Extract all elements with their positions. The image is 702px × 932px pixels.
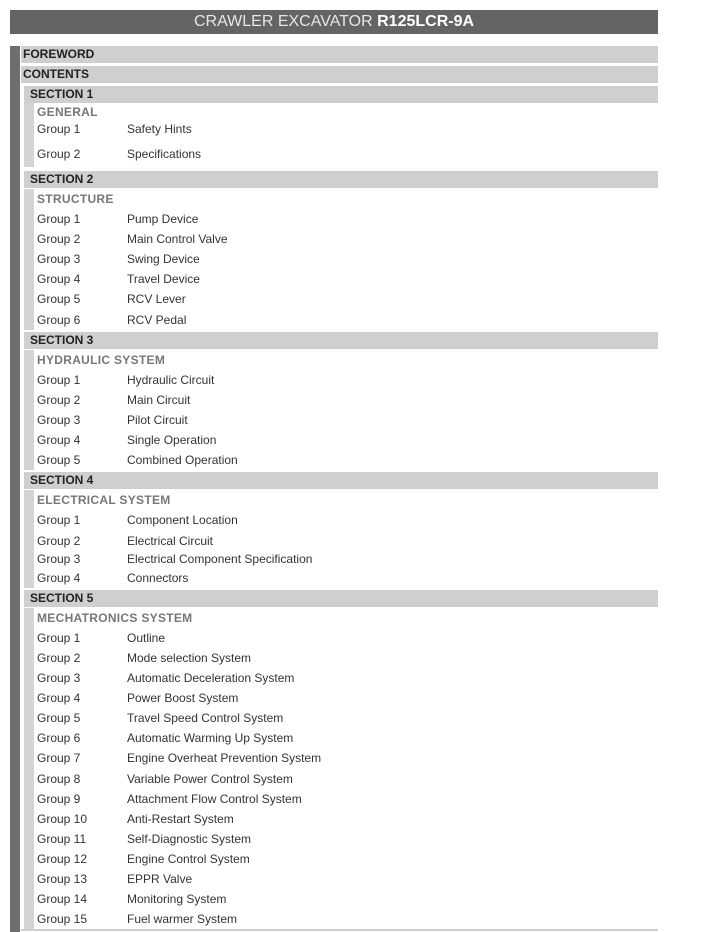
group-title-link[interactable]: Component Location <box>127 513 238 527</box>
group-number[interactable]: Group 3 <box>37 552 81 566</box>
title-prefix: CRAWLER EXCAVATOR <box>193 13 378 30</box>
group-number[interactable]: Group 2 <box>37 147 81 161</box>
group-title-link[interactable]: Automatic Warming Up System <box>127 731 294 745</box>
title-model: R125LCR-9A <box>377 13 475 30</box>
group-title-link[interactable]: EPPR Valve <box>127 872 193 886</box>
group-title-link[interactable]: Monitoring System <box>127 892 227 906</box>
section-header[interactable]: SECTION 3 <box>24 332 658 349</box>
group-number[interactable]: Group 8 <box>37 772 81 786</box>
group-title-link[interactable]: Main Control Valve <box>127 232 228 246</box>
group-title-link[interactable]: Combined Operation <box>127 453 238 467</box>
group-title-link[interactable]: RCV Lever <box>127 292 186 306</box>
group-title-link[interactable]: Engine Control System <box>127 852 250 866</box>
group-number[interactable]: Group 4 <box>37 433 81 447</box>
group-number[interactable]: Group 15 <box>37 912 88 926</box>
group-title-link[interactable]: Specifications <box>127 147 202 161</box>
group-title-link[interactable]: Travel Device <box>127 272 200 286</box>
section-subtitle: HYDRAULIC SYSTEM <box>37 353 166 367</box>
group-title-link[interactable]: Electrical Circuit <box>127 534 214 548</box>
group-number[interactable]: Group 2 <box>37 393 81 407</box>
group-number[interactable]: Group 1 <box>37 122 81 136</box>
group-number[interactable]: Group 2 <box>37 232 81 246</box>
foreword-link[interactable]: FOREWORD <box>21 46 658 63</box>
group-number[interactable]: Group 1 <box>37 373 81 387</box>
group-number[interactable]: Group 1 <box>37 631 81 645</box>
group-title-link[interactable]: Electrical Component Specification <box>127 552 313 566</box>
group-number[interactable]: Group 5 <box>37 453 81 467</box>
group-number[interactable]: Group 10 <box>37 812 88 826</box>
group-number[interactable]: Group 4 <box>37 691 81 705</box>
group-title-link[interactable]: Attachment Flow Control System <box>127 792 302 806</box>
group-title-link[interactable]: Automatic Deceleration System <box>127 671 295 685</box>
section-header[interactable]: SECTION 1 <box>24 86 658 103</box>
group-number[interactable]: Group 6 <box>37 313 81 327</box>
bottom-divider <box>21 929 658 931</box>
group-number[interactable]: Group 4 <box>37 571 81 585</box>
group-title-link[interactable]: Main Circuit <box>127 393 191 407</box>
group-title-link[interactable]: Power Boost System <box>127 691 239 705</box>
group-number[interactable]: Group 12 <box>37 852 88 866</box>
group-title-link[interactable]: Swing Device <box>127 252 200 266</box>
group-title-link[interactable]: RCV Pedal <box>127 313 187 327</box>
group-title-link[interactable]: Outline <box>127 631 166 645</box>
section-subtitle: GENERAL <box>37 105 98 119</box>
group-title-link[interactable]: Self-Diagnostic System <box>127 832 252 846</box>
group-title-link[interactable]: Hydraulic Circuit <box>127 373 215 387</box>
group-number[interactable]: Group 4 <box>37 272 81 286</box>
group-title-link[interactable]: Single Operation <box>127 433 217 447</box>
section-side-bar <box>24 103 34 167</box>
group-number[interactable]: Group 6 <box>37 731 81 745</box>
group-number[interactable]: Group 2 <box>37 534 81 548</box>
group-number[interactable]: Group 13 <box>37 872 88 886</box>
group-title-link[interactable]: Fuel warmer System <box>127 912 238 926</box>
left-side-bar <box>10 46 20 932</box>
group-title-link[interactable]: Travel Speed Control System <box>127 711 284 725</box>
group-number[interactable]: Group 9 <box>37 792 81 806</box>
group-number[interactable]: Group 14 <box>37 892 88 906</box>
group-title-link[interactable]: Anti-Restart System <box>127 812 234 826</box>
group-title-link[interactable]: Safety Hints <box>127 122 192 136</box>
group-title-link[interactable]: Connectors <box>127 571 189 585</box>
section-side-bar <box>24 350 34 470</box>
group-number[interactable]: Group 2 <box>37 651 81 665</box>
section-side-bar <box>24 189 34 330</box>
section-subtitle: STRUCTURE <box>37 192 114 206</box>
group-number[interactable]: Group 11 <box>37 832 87 846</box>
group-number[interactable]: Group 3 <box>37 252 81 266</box>
section-header[interactable]: SECTION 4 <box>24 472 658 489</box>
contents-link[interactable]: CONTENTS <box>21 66 658 83</box>
group-title-link[interactable]: Engine Overheat Prevention System <box>127 751 322 765</box>
document-title <box>10 10 658 34</box>
group-number[interactable]: Group 3 <box>37 413 81 427</box>
section-header[interactable]: SECTION 5 <box>24 590 658 607</box>
group-title-link[interactable]: Variable Power Control System <box>127 772 293 786</box>
group-number[interactable]: Group 1 <box>37 513 81 527</box>
group-title-link[interactable]: Pilot Circuit <box>127 413 188 427</box>
group-number[interactable]: Group 5 <box>37 292 81 306</box>
group-number[interactable]: Group 1 <box>37 212 81 226</box>
section-side-bar <box>24 608 34 929</box>
section-side-bar <box>24 490 34 588</box>
section-subtitle: ELECTRICAL SYSTEM <box>37 493 171 507</box>
group-number[interactable]: Group 7 <box>37 751 81 765</box>
section-subtitle: MECHATRONICS SYSTEM <box>37 611 193 625</box>
group-title-link[interactable]: Pump Device <box>127 212 199 226</box>
group-number[interactable]: Group 5 <box>37 711 81 725</box>
section-header[interactable]: SECTION 2 <box>24 171 658 188</box>
group-title-link[interactable]: Mode selection System <box>127 651 252 665</box>
group-number[interactable]: Group 3 <box>37 671 81 685</box>
